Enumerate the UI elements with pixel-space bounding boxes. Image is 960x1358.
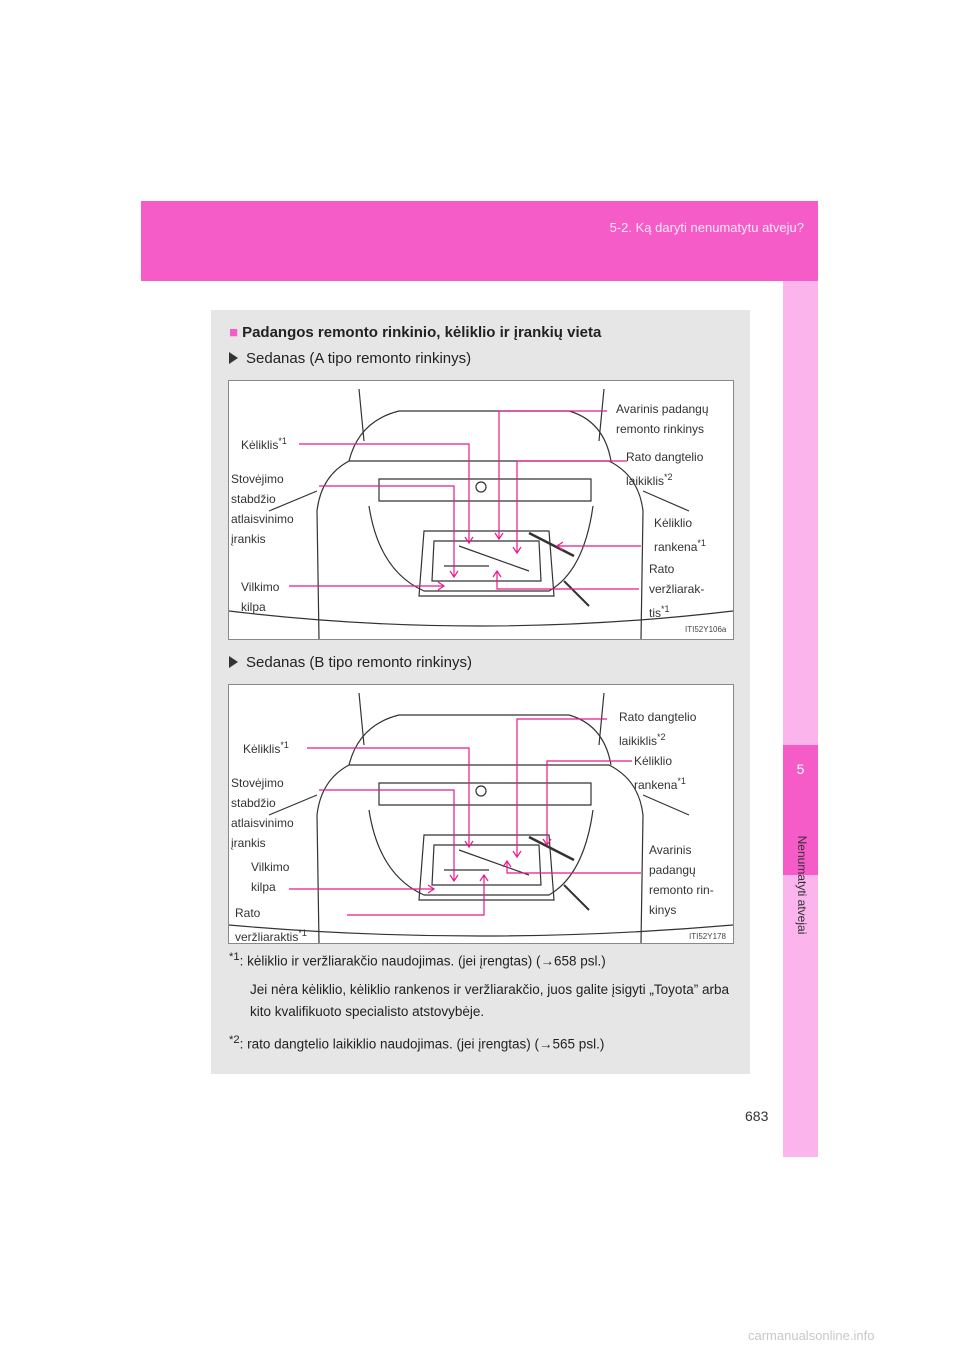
label-keliklio-rankena: Kėliklio rankena$^{*1}$ [654,516,706,554]
label-keliklis: Kėliklis$^{*1}$ [243,740,289,756]
label-vilkimo: Vilkimo kilpa [241,580,280,614]
triangle-bullet-icon [229,656,238,668]
subheading-a-text: Sedanas (A tipo remonto rinkinys) [246,350,472,367]
label-keliklis: Kėliklis$^{*1}$ [241,436,287,452]
label-rato-verzliar: Rato veržliarak- tis$^{*1}$ [649,562,705,620]
subheading-b [229,654,472,671]
side-tab-number-text: 5 [796,761,805,777]
subheading-a [229,350,471,367]
label-keliklio-rankena: Kėliklio rankena$^{*1}$ [634,754,686,792]
label-rato-dangtelio: Rato dangtelio laikiklis$^{*2}$ [619,710,697,748]
chapter-title: 5-2. Ką daryti nenumatytu atveju? [609,220,804,235]
side-tab-label-text: Nenumatyti atvejai [795,835,809,935]
footnote-2: $^{*2}$: rato dangtelio laikiklio naudojimas. (jei įrengtas) (→565 psl.) [229,1033,605,1051]
figure-a [228,380,734,640]
label-avarinis: Avarinis padangų remonto rin- kinys [649,843,714,917]
figure-b [228,684,734,944]
subheading-b-text: Sedanas (B tipo remonto rinkinys) [246,654,472,671]
square-bullet-icon: ■ [229,324,239,341]
label-stovejimo: Stovėjimo stabdžio atlaisvinimo įrankis [231,472,294,546]
watermark: carmanualsonline.info [748,1328,875,1343]
triangle-bullet-icon [229,352,238,364]
footnote-1: $^{*1}$: kėliklio ir veržliarakčio naudojimas. (jei įrengtas) (→658 psl.) [229,951,606,969]
label-rato-verzliar: Rato veržliaraktis$^{*1}$ [235,906,307,944]
label-vilkimo: Vilkimo kilpa [251,860,290,894]
footnotes [229,946,729,1061]
section-title [229,324,601,341]
side-tab [783,281,818,1157]
footnote-1-extra: Jei nėra kėliklio, kėliklio rankenos ir veržliarakčio, juos galite įsigyti „Toyota” arba kito kvalifikuoto specialisto atstovybėje. [250,981,729,1019]
figure-code: ITI52Y106a [685,625,727,634]
header-band [141,201,818,281]
label-rato-dangtelio: Rato dangtelio laikiklis$^{*2}$ [626,450,704,488]
figure-code: ITI52Y178 [689,932,726,941]
label-avarinis: Avarinis padangų remonto rinkinys [616,402,709,436]
section-title-text: Padangos remonto rinkinio, kėliklio ir įrankių vieta [242,324,602,341]
page-number: 683 [745,1108,769,1124]
label-stovejimo: Stovėjimo stabdžio atlaisvinimo įrankis [231,776,294,850]
side-tab-label [790,820,810,960]
